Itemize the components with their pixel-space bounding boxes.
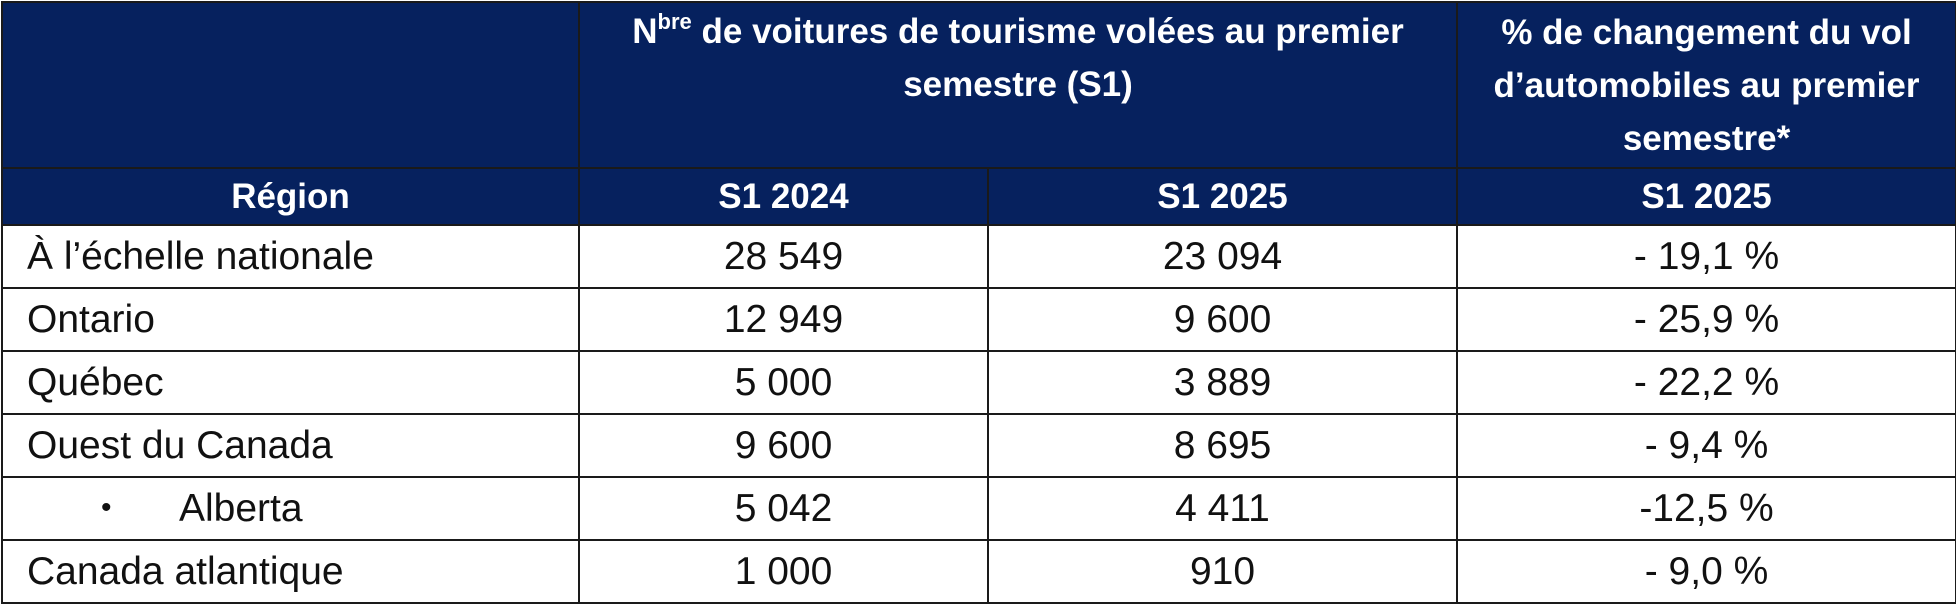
change-cell: - 22,2 % <box>1457 351 1956 414</box>
s1-2025-cell: 910 <box>988 540 1457 603</box>
header-empty-cell <box>2 2 579 168</box>
table-row <box>2 540 1956 603</box>
header-row-groups <box>2 2 1956 168</box>
table-body <box>2 225 1956 603</box>
s1-2024-cell: 5 000 <box>579 351 988 414</box>
change-cell: - 9,0 % <box>1457 540 1956 603</box>
table-header <box>2 2 1956 225</box>
region-cell: Canada atlantique <box>2 540 579 603</box>
region-cell: Ontario <box>2 288 579 351</box>
thefts-superscript: bre <box>657 9 692 34</box>
thefts-prefix: N <box>632 12 658 51</box>
s1-2025-cell: 23 094 <box>988 225 1457 288</box>
s1-2024-cell: 5 042 <box>579 477 988 540</box>
s1-2025-cell: 8 695 <box>988 414 1457 477</box>
header-change-group: % de changement du vol d’automobiles au premier semestre* <box>1457 2 1956 168</box>
region-label: Alberta <box>179 486 303 530</box>
header-s1-2024: S1 2024 <box>579 168 988 225</box>
s1-2024-cell: 12 949 <box>579 288 988 351</box>
change-cell: - 25,9 % <box>1457 288 1956 351</box>
header-row-columns <box>2 168 1956 225</box>
change-cell: - 9,4 % <box>1457 414 1956 477</box>
table-row <box>2 414 1956 477</box>
thefts-label: de voitures de tourisme volées au premier semestre (S1) <box>691 12 1404 104</box>
s1-2025-cell: 4 411 <box>988 477 1457 540</box>
region-cell: À l’échelle nationale <box>2 225 579 288</box>
theft-statistics-table <box>1 1 1956 604</box>
region-cell: Ouest du Canada <box>2 414 579 477</box>
header-change-s1-2025: S1 2025 <box>1457 168 1956 225</box>
bullet-icon: • <box>101 490 112 524</box>
table-row <box>2 477 1956 540</box>
s1-2025-cell: 9 600 <box>988 288 1457 351</box>
table-row <box>2 288 1956 351</box>
s1-2024-cell: 28 549 <box>579 225 988 288</box>
header-s1-2025: S1 2025 <box>988 168 1457 225</box>
header-region: Région <box>2 168 579 225</box>
region-cell-sub <box>2 477 579 540</box>
header-thefts-group <box>579 2 1457 168</box>
s1-2025-cell: 3 889 <box>988 351 1457 414</box>
change-cell: -12,5 % <box>1457 477 1956 540</box>
change-cell: - 19,1 % <box>1457 225 1956 288</box>
s1-2024-cell: 9 600 <box>579 414 988 477</box>
region-cell: Québec <box>2 351 579 414</box>
table-row <box>2 351 1956 414</box>
table-row <box>2 225 1956 288</box>
s1-2024-cell: 1 000 <box>579 540 988 603</box>
